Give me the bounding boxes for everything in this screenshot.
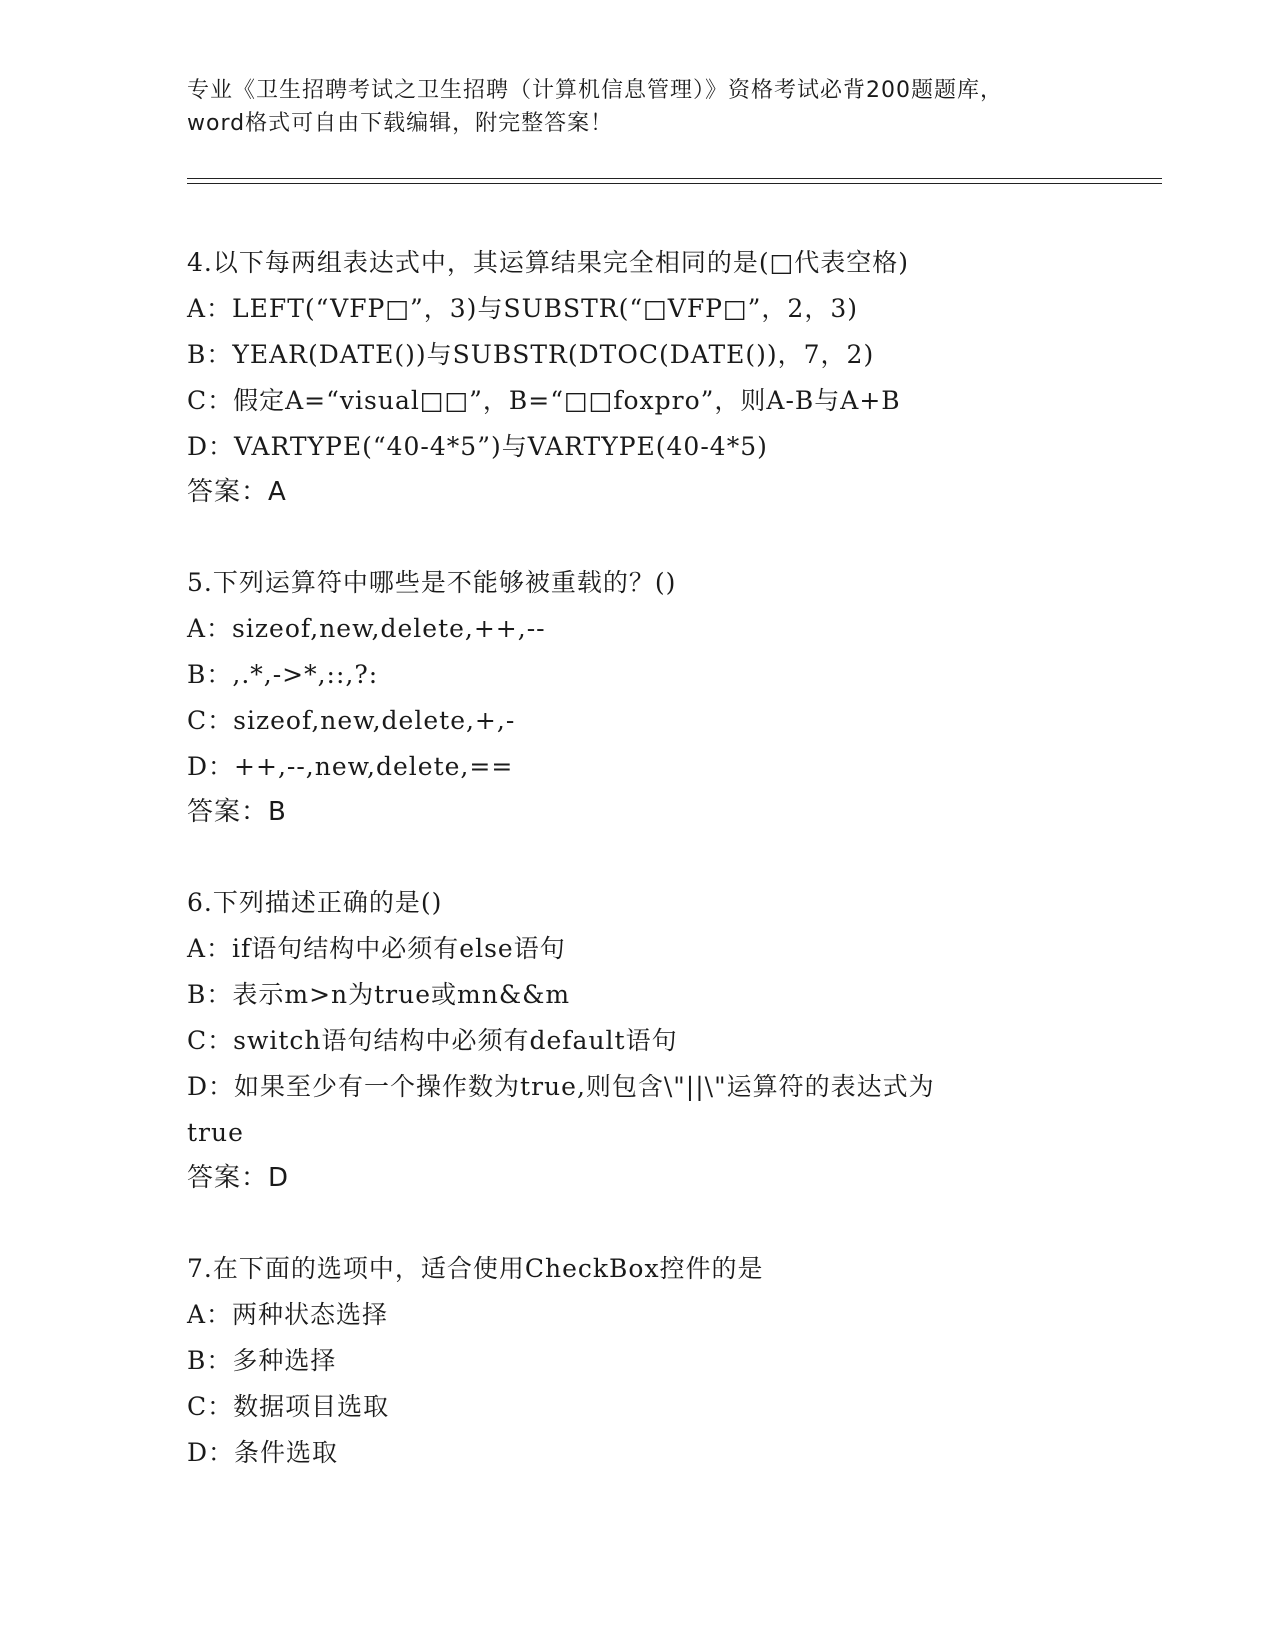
answer-label: 答案：A [187,477,287,507]
question-stem: 6.下列描述正确的是() [187,888,443,917]
option-d: D：条件选取 [187,1438,339,1467]
question-stem: 5.下列运算符中哪些是不能够被重载的？() [187,568,677,597]
option-b: B：表示m>n为true或mn&&m [187,980,571,1009]
option-d: D：如果至少有一个操作数为true,则包含\"||\"运算符的表达式为 [187,1072,935,1101]
option-d-continuation: true [187,1118,244,1147]
question-5 [187,560,1087,834]
option-a: A：if语句结构中必须有else语句 [187,934,566,963]
question-list [187,240,1087,1522]
option-a: A：sizeof,new,delete,++,-- [187,614,546,643]
question-4 [187,240,1087,514]
header-title-line-1: 专业《卫生招聘考试之卫生招聘（计算机信息管理）》资格考试必背200题题库， [187,78,1003,103]
option-c: C：sizeof,new,delete,+,- [187,706,516,735]
option-b: B：多种选择 [187,1346,337,1375]
option-c: C：switch语句结构中必须有default语句 [187,1026,678,1055]
option-b: B：YEAR(DATE())与SUBSTR(DTOC(DATE())，7，2) [187,340,875,369]
answer-label: 答案：B [187,797,287,827]
answer-label: 答案：D [187,1163,290,1193]
header-divider-bottom [187,183,1162,184]
header-divider-top [187,178,1162,179]
question-stem: 4.以下每两组表达式中，其运算结果完全相同的是(□代表空格) [187,248,909,277]
question-stem: 7.在下面的选项中，适合使用CheckBox控件的是 [187,1254,764,1283]
option-a: A：两种状态选择 [187,1300,389,1329]
option-d: D：VARTYPE(“40-4*5”)与VARTYPE(40-4*5) [187,432,768,461]
option-a: A：LEFT(“VFP□”，3)与SUBSTR(“□VFP□”，2，3) [187,294,858,323]
question-6 [187,880,1087,1200]
document-header [187,74,1087,140]
option-c: C：数据项目选取 [187,1392,390,1421]
question-7 [187,1246,1087,1476]
option-b: B：,.*,->*,::,?: [187,660,379,689]
option-c: C：假定A=“visual□□”，B=“□□foxpro”，则A-B与A+B [187,386,901,415]
option-d: D：++,--,new,delete,== [187,752,514,781]
header-title-line-2: word格式可自由下载编辑，附完整答案！ [187,111,614,136]
